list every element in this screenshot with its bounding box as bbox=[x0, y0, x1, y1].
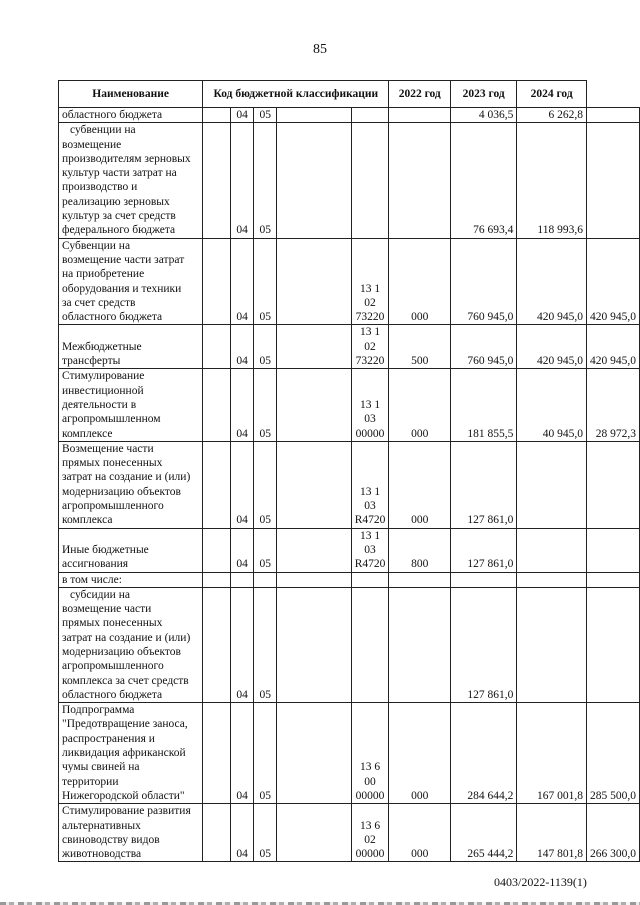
value-2023: 167 001,8 bbox=[517, 703, 587, 804]
code-spacer bbox=[203, 572, 231, 587]
value-2023 bbox=[517, 528, 587, 572]
value-2024 bbox=[587, 587, 640, 702]
code-spacer bbox=[203, 369, 231, 441]
value-2023 bbox=[517, 572, 587, 587]
value-2023: 147 801,8 bbox=[517, 804, 587, 862]
code-spacer bbox=[203, 587, 231, 702]
table-body bbox=[59, 108, 640, 862]
row-name-line: областного бюджета bbox=[62, 109, 163, 121]
row-name bbox=[59, 441, 203, 528]
row-name bbox=[59, 587, 203, 702]
budget-table bbox=[58, 80, 640, 862]
subsection-code: 05 bbox=[254, 441, 277, 528]
section-code: 04 bbox=[231, 528, 254, 572]
row-name-line: Возмещение части bbox=[62, 442, 154, 455]
header-row bbox=[59, 81, 640, 108]
row-name bbox=[59, 804, 203, 862]
row-name bbox=[59, 369, 203, 441]
table-row bbox=[59, 441, 640, 528]
row-name-line: реализацию зерновых bbox=[62, 195, 170, 208]
row-name-line: возмещение bbox=[62, 138, 122, 151]
section-code: 04 bbox=[231, 703, 254, 804]
page-number: 85 bbox=[313, 42, 327, 57]
row-name-line: областного бюджета bbox=[62, 688, 163, 701]
row-name-line: культур части затрат на bbox=[62, 167, 177, 180]
value-2024: 266 300,0 bbox=[587, 804, 640, 862]
row-name-line: Подпрограмма bbox=[62, 704, 135, 717]
header-2022: 2022 год bbox=[389, 81, 451, 108]
subsection-code: 05 bbox=[254, 804, 277, 862]
header-2024: 2024 год bbox=[517, 81, 587, 108]
section-code: 04 bbox=[231, 238, 254, 325]
expense-type-code bbox=[389, 572, 451, 587]
row-name-line: агропромышленном bbox=[62, 413, 161, 426]
table-row bbox=[59, 238, 640, 325]
value-2024 bbox=[587, 572, 640, 587]
value-2024: 285 500,0 bbox=[587, 703, 640, 804]
row-name-line: культур за счет средств bbox=[62, 210, 176, 223]
subsection-code: 05 bbox=[254, 369, 277, 441]
expense-type-code: 800 bbox=[389, 528, 451, 572]
section-code: 04 bbox=[231, 804, 254, 862]
row-name-line: Стимулирование bbox=[62, 370, 145, 383]
table-row bbox=[59, 572, 640, 587]
table-row bbox=[59, 108, 640, 123]
row-name-line: территории bbox=[62, 775, 119, 788]
row-name-line: Нижегородской области" bbox=[62, 789, 185, 802]
row-name-line: агропромышленного bbox=[62, 660, 164, 673]
value-2022: 265 444,2 bbox=[451, 804, 517, 862]
value-2023: 40 945,0 bbox=[517, 369, 587, 441]
value-2022: 127 861,0 bbox=[451, 587, 517, 702]
value-2022: 76 693,4 bbox=[451, 123, 517, 238]
target-article-code: 13 1 03 R4720 bbox=[351, 441, 389, 528]
section-code: 04 bbox=[231, 108, 254, 123]
value-2022: 760 945,0 bbox=[451, 238, 517, 325]
row-name bbox=[59, 108, 203, 123]
row-name-line: свиноводству видов bbox=[62, 833, 160, 846]
row-name-line: "Предотвращение заноса, bbox=[62, 718, 188, 731]
code-spacer bbox=[277, 441, 351, 528]
row-name bbox=[59, 123, 203, 238]
target-article-code: 13 6 00 00000 bbox=[351, 703, 389, 804]
row-name-line: инвестиционной bbox=[62, 384, 144, 397]
value-2024: 420 945,0 bbox=[587, 238, 640, 325]
section-code: 04 bbox=[231, 369, 254, 441]
document-number: 0403/2022-1139(1) bbox=[494, 875, 587, 889]
subsection-code: 05 bbox=[254, 238, 277, 325]
row-name bbox=[59, 572, 203, 587]
expense-type-code: 000 bbox=[389, 804, 451, 862]
target-article-code: 13 6 02 00000 bbox=[351, 804, 389, 862]
code-spacer bbox=[277, 528, 351, 572]
row-name-line: субвенции на bbox=[70, 124, 136, 137]
row-name-line: деятельности в bbox=[62, 398, 137, 411]
section-code: 04 bbox=[231, 123, 254, 238]
value-2023 bbox=[517, 587, 587, 702]
value-2023: 420 945,0 bbox=[517, 325, 587, 369]
target-article-code bbox=[351, 123, 389, 238]
row-name-line: Межбюджетные bbox=[62, 340, 142, 353]
section-code: 04 bbox=[231, 587, 254, 702]
subsection-code bbox=[254, 572, 277, 587]
table-row bbox=[59, 123, 640, 238]
subsection-code: 05 bbox=[254, 108, 277, 123]
row-name-line: комплекса bbox=[62, 514, 113, 527]
row-name-line: модернизацию объектов bbox=[62, 485, 181, 498]
row-name-line: затрат на создание и (или) bbox=[62, 471, 191, 484]
value-2022: 181 855,5 bbox=[451, 369, 517, 441]
header-name: Наименование bbox=[59, 81, 203, 108]
expense-type-code: 000 bbox=[389, 441, 451, 528]
value-2023: 6 262,8 bbox=[517, 108, 587, 123]
row-name-line: Стимулирование развития bbox=[62, 805, 191, 818]
table-row bbox=[59, 703, 640, 804]
subsection-code: 05 bbox=[254, 123, 277, 238]
row-name-line: возмещение части затрат bbox=[62, 253, 185, 266]
target-article-code: 13 1 02 73220 bbox=[351, 238, 389, 325]
target-article-code bbox=[351, 108, 389, 123]
code-spacer bbox=[203, 123, 231, 238]
header-2023: 2023 год bbox=[451, 81, 517, 108]
value-2023: 118 993,6 bbox=[517, 123, 587, 238]
subsection-code: 05 bbox=[254, 325, 277, 369]
expense-type-code: 000 bbox=[389, 369, 451, 441]
row-name-line: прямых понесенных bbox=[62, 617, 163, 630]
code-spacer bbox=[203, 703, 231, 804]
row-name-line: Иные бюджетные bbox=[62, 543, 149, 556]
row-name-line: субсидии на bbox=[70, 588, 130, 601]
row-name-line: областного бюджета bbox=[62, 311, 163, 324]
code-spacer bbox=[277, 238, 351, 325]
row-name-line: комплексе bbox=[62, 427, 113, 440]
table-row bbox=[59, 369, 640, 441]
row-name-line: животноводства bbox=[62, 848, 142, 861]
row-name-line: ликвидация африканской bbox=[62, 747, 186, 760]
value-2022: 4 036,5 bbox=[451, 108, 517, 123]
value-2024 bbox=[587, 441, 640, 528]
code-spacer bbox=[277, 123, 351, 238]
value-2024 bbox=[587, 528, 640, 572]
value-2024 bbox=[587, 123, 640, 238]
expense-type-code bbox=[389, 587, 451, 702]
code-spacer bbox=[277, 325, 351, 369]
row-name-line: федерального бюджета bbox=[62, 224, 176, 237]
value-2023 bbox=[517, 441, 587, 528]
subsection-code: 05 bbox=[254, 703, 277, 804]
code-spacer bbox=[203, 441, 231, 528]
subsection-code: 05 bbox=[254, 587, 277, 702]
row-name-line: производителям зерновых bbox=[62, 152, 191, 165]
row-name-line: в том числе: bbox=[62, 573, 122, 586]
table-row bbox=[59, 804, 640, 862]
row-name-line: затрат на создание и (или) bbox=[62, 631, 191, 644]
value-2022: 127 861,0 bbox=[451, 441, 517, 528]
target-article-code bbox=[351, 587, 389, 702]
table-row bbox=[59, 325, 640, 369]
expense-type-code: 000 bbox=[389, 238, 451, 325]
value-2024: 420 945,0 bbox=[587, 325, 640, 369]
row-name-line: альтернативных bbox=[62, 819, 141, 832]
code-spacer bbox=[277, 703, 351, 804]
row-name-line: чумы свиней на bbox=[62, 761, 140, 774]
code-spacer bbox=[277, 572, 351, 587]
header-code: Код бюджетной классификации bbox=[203, 81, 389, 108]
row-name bbox=[59, 528, 203, 572]
row-name-line: трансферты bbox=[62, 355, 121, 368]
value-2022: 127 861,0 bbox=[451, 528, 517, 572]
value-2022 bbox=[451, 572, 517, 587]
row-name-line: Субвенции на bbox=[62, 239, 131, 252]
value-2024 bbox=[587, 108, 640, 123]
value-2022: 284 644,2 bbox=[451, 703, 517, 804]
expense-type-code: 500 bbox=[389, 325, 451, 369]
code-spacer bbox=[203, 804, 231, 862]
subsection-code: 05 bbox=[254, 528, 277, 572]
section-code: 04 bbox=[231, 325, 254, 369]
code-spacer bbox=[277, 804, 351, 862]
row-name-line: комплекса за счет средств bbox=[62, 674, 189, 687]
table-row bbox=[59, 587, 640, 702]
target-article-code: 13 1 03 R4720 bbox=[351, 528, 389, 572]
row-name-line: оборудования и техники bbox=[62, 282, 182, 295]
expense-type-code: 000 bbox=[389, 703, 451, 804]
table-row bbox=[59, 528, 640, 572]
code-spacer bbox=[277, 369, 351, 441]
row-name-line: производство и bbox=[62, 181, 138, 194]
code-spacer bbox=[277, 587, 351, 702]
row-name-line: агропромышленного bbox=[62, 500, 164, 513]
value-2023: 420 945,0 bbox=[517, 238, 587, 325]
expense-type-code bbox=[389, 108, 451, 123]
row-name bbox=[59, 238, 203, 325]
row-name-line: распространения и bbox=[62, 732, 155, 745]
code-spacer bbox=[203, 108, 231, 123]
row-name bbox=[59, 325, 203, 369]
row-name bbox=[59, 703, 203, 804]
row-name-line: модернизацию объектов bbox=[62, 645, 181, 658]
expense-type-code bbox=[389, 123, 451, 238]
row-name-line: возмещение части bbox=[62, 603, 152, 616]
code-spacer bbox=[203, 325, 231, 369]
row-name-line: за счет средств bbox=[62, 296, 136, 309]
code-spacer bbox=[203, 528, 231, 572]
value-2022: 760 945,0 bbox=[451, 325, 517, 369]
row-name-line: на приобретение bbox=[62, 268, 145, 281]
section-code: 04 bbox=[231, 441, 254, 528]
row-name-line: прямых понесенных bbox=[62, 457, 163, 470]
code-spacer bbox=[277, 108, 351, 123]
target-article-code: 13 1 02 73220 bbox=[351, 325, 389, 369]
row-name-line: ассигнования bbox=[62, 558, 129, 571]
target-article-code: 13 1 03 00000 bbox=[351, 369, 389, 441]
section-code bbox=[231, 572, 254, 587]
target-article-code bbox=[351, 572, 389, 587]
code-spacer bbox=[203, 238, 231, 325]
value-2024: 28 972,3 bbox=[587, 369, 640, 441]
